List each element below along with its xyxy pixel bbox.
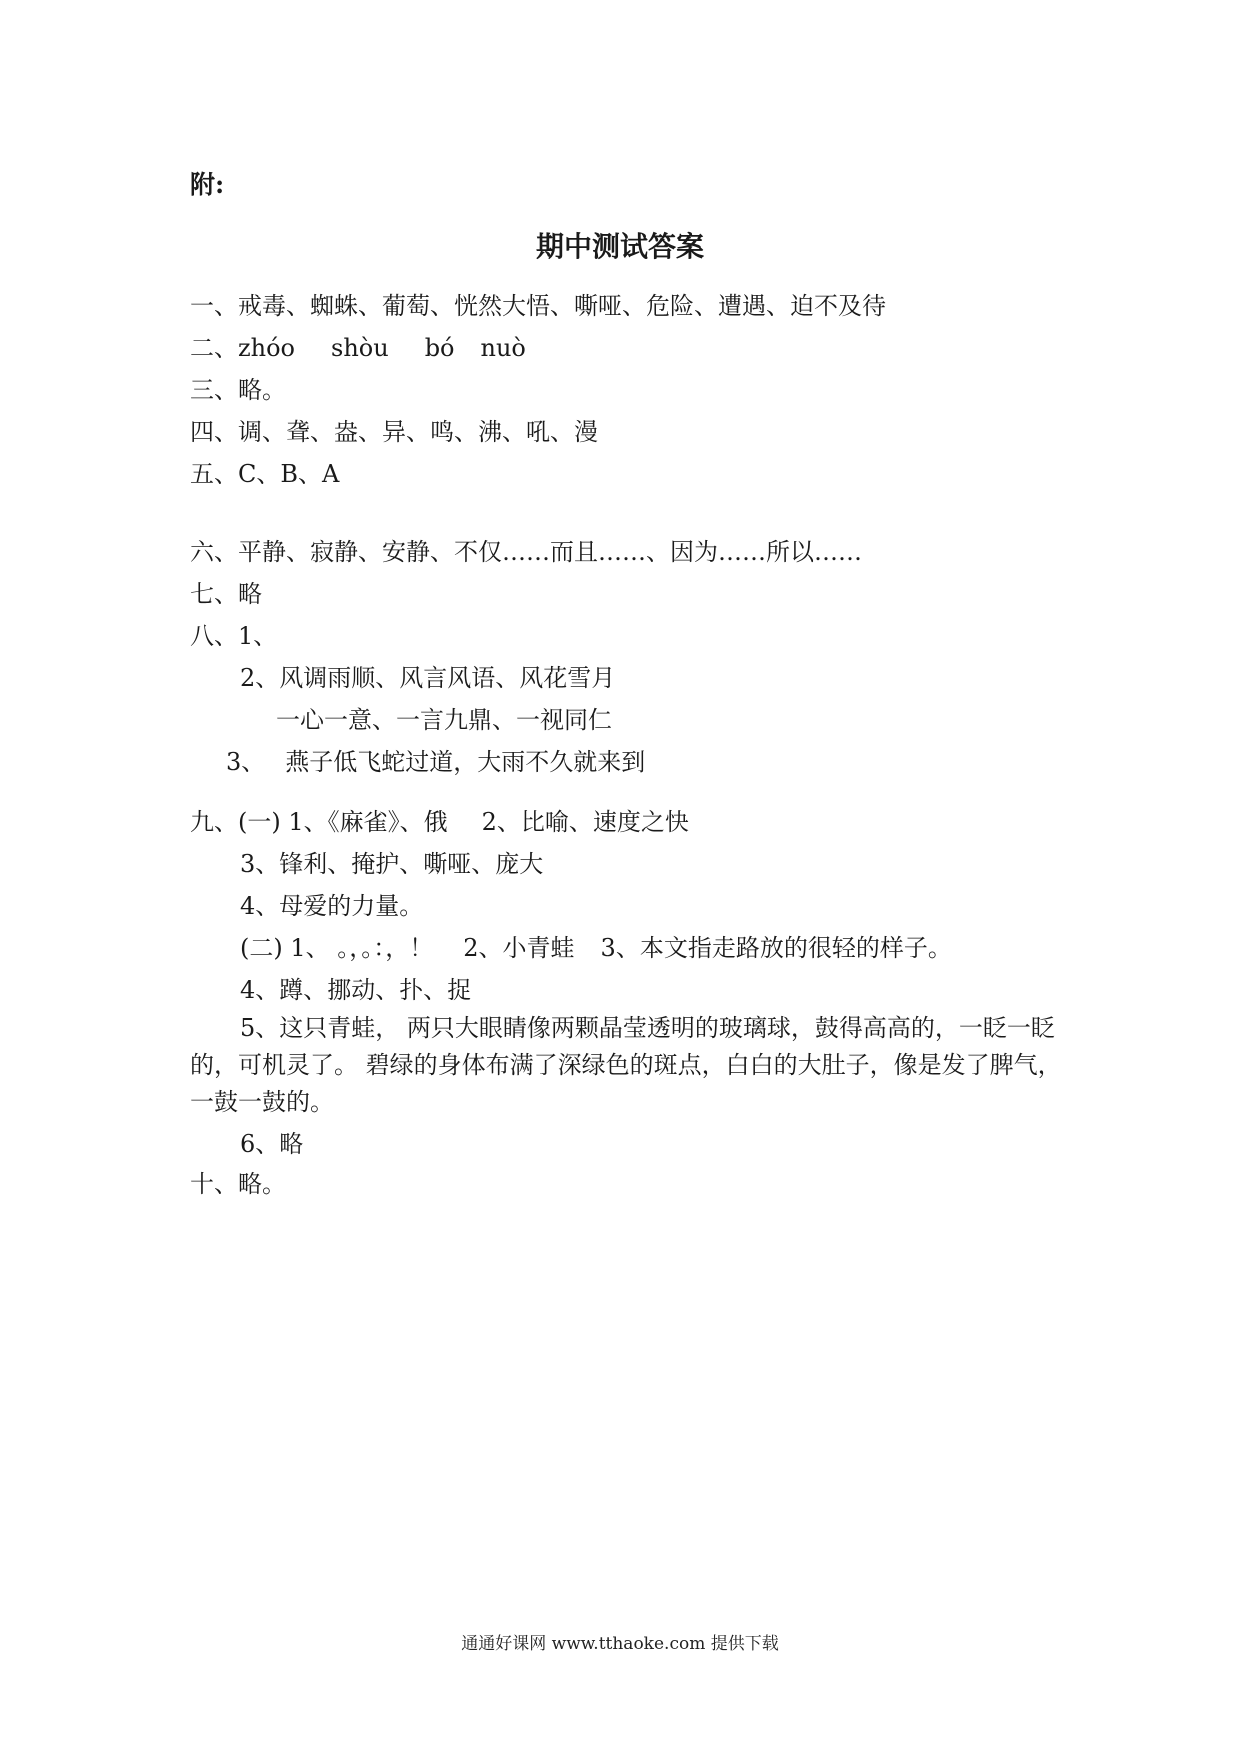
answer-q8-3-text: 燕子低飞蛇过道，大雨不久就来到 — [285, 748, 646, 776]
answer-q2 — [190, 334, 526, 362]
pinyin-2: shòu — [331, 334, 389, 362]
appendix-label: 附: — [190, 170, 225, 199]
answer-q5: 五、C、B、A — [190, 460, 340, 488]
pinyin-3: bó — [424, 334, 455, 362]
answer-q4: 四、调、聋、盎、异、鸣、沸、吼、漫 — [190, 418, 598, 446]
pinyin-4: nuò — [480, 334, 526, 362]
answer-q9-part1-line1 — [190, 808, 689, 836]
answer-q9-2-3: 3、本文指走路放的很轻的样子。 — [600, 934, 952, 962]
answer-q8-2b: 一心一意、一言九鼎、一视同仁 — [276, 706, 612, 734]
answer-q9-2-2: 2、小青蛙 — [463, 934, 575, 962]
answer-q8-3 — [226, 748, 645, 776]
answer-q6: 六、平静、寂静、安静、不仅……而且……、因为……所以…… — [190, 538, 862, 566]
answer-q9-4: 4、母爱的力量。 — [240, 892, 424, 920]
page-title: 期中测试答案 — [535, 230, 704, 263]
answer-q9-3: 3、锋利、掩护、嘶哑、庞大 — [240, 850, 544, 878]
answer-q3: 三、略。 — [190, 376, 286, 404]
answer-q9-2-1: (二) 1、 。，。：，！ — [240, 934, 434, 962]
answer-q7: 七、略 — [190, 580, 262, 608]
answer-q1: 一、戒毒、蜘蛛、葡萄、恍然大悟、嘶哑、危险、遭遇、迫不及待 — [190, 292, 886, 320]
footer-text: 通通好课网 www.tthaoke.com 提供下载 — [461, 1634, 779, 1654]
answer-q9-1b: 2、比喻、速度之快 — [481, 808, 689, 836]
answer-q9-2-4: 4、蹲、挪动、扑、捉 — [240, 976, 472, 1004]
answer-q2-prefix: 二、 — [190, 334, 238, 362]
answer-q9-2-5: 5、这只青蛙， 两只大眼睛像两颗晶莹透明的玻璃球，鼓得高高的，一眨一眨的，可机灵了。 碧绿的身体布满了深绿色的斑点，白白的大肚子，像是发了脾气， 一鼓一鼓的。 — [190, 1014, 1062, 1116]
answer-q9-part2-line1 — [240, 934, 952, 962]
pinyin-1: zhóo — [238, 334, 295, 362]
answer-q9-1a: 九、(一) 1、《麻雀》、俄 — [190, 808, 448, 836]
answer-q9-2-6: 6、略 — [240, 1130, 304, 1158]
answer-q10: 十、略。 — [190, 1170, 286, 1198]
answer-q8-2a: 2、风调雨顺、风言风语、风花雪月 — [240, 664, 616, 692]
answer-q8-3-number: 3、 — [226, 748, 266, 776]
answer-q8-1: 八、1、 — [190, 622, 278, 650]
